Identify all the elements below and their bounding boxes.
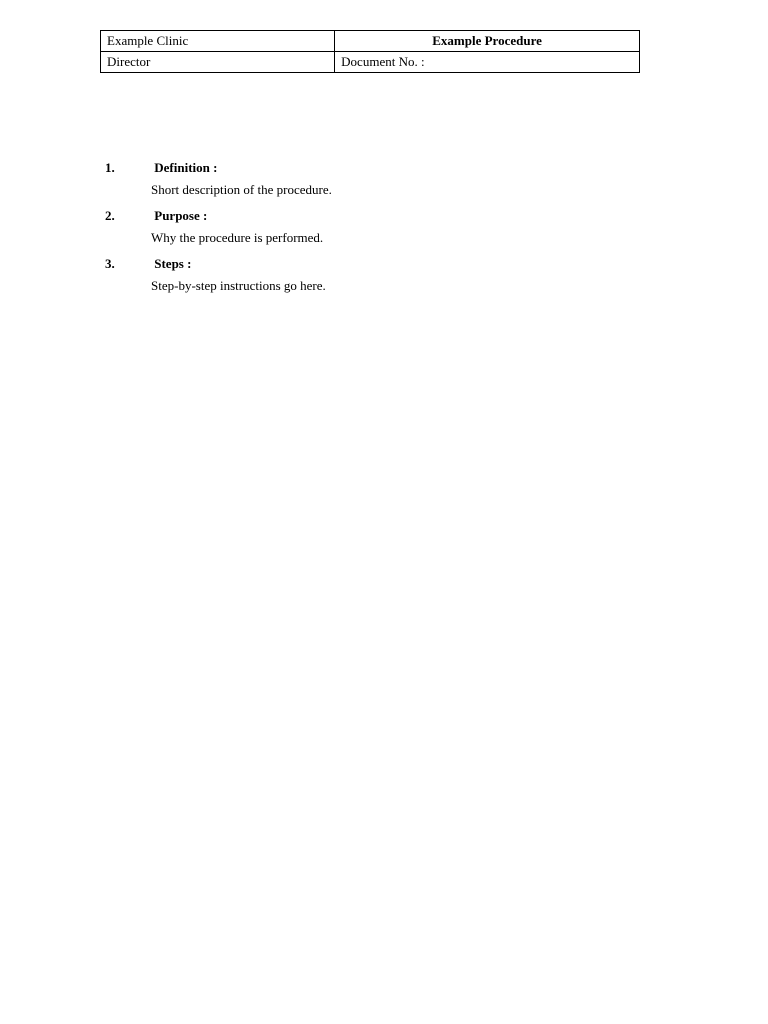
item-heading: Purpose : (154, 208, 208, 223)
list-item (105, 160, 665, 198)
section-list (105, 160, 665, 304)
doc-no-label: Document No. : (335, 52, 640, 73)
item-number: 1. (105, 160, 115, 175)
document-title: Example Procedure (335, 31, 640, 52)
item-body: Why the procedure is performed. (151, 230, 324, 245)
item-body: Short description of the procedure. (151, 182, 332, 197)
header-table (100, 30, 640, 73)
item-heading: Definition : (154, 160, 218, 175)
list-item (105, 256, 665, 294)
item-body: Step-by-step instructions go here. (151, 278, 326, 293)
clinic-name: Example Clinic (101, 31, 335, 52)
item-number: 3. (105, 256, 115, 271)
list-item (105, 208, 665, 246)
item-number: 2. (105, 208, 115, 223)
item-heading: Steps : (154, 256, 192, 271)
approved-by: Director (101, 52, 335, 73)
